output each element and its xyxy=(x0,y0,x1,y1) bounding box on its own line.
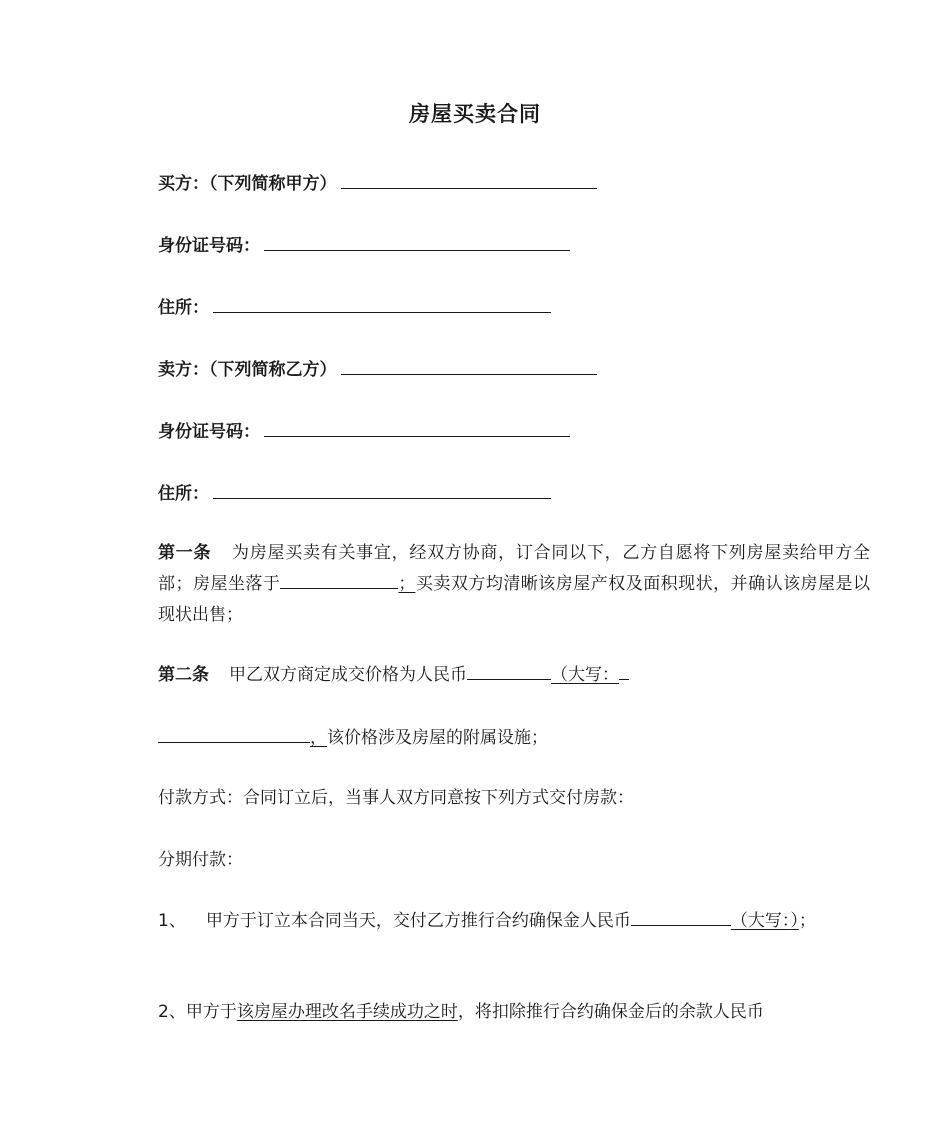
buyer-label: 买方：（下列简称甲方） xyxy=(158,174,337,194)
seller-id-line xyxy=(158,418,570,444)
item-2-underlined: 该房屋办理改名手续成功之时 xyxy=(236,1002,458,1022)
seller-id-label: 身份证号码： xyxy=(158,422,260,442)
price-blank xyxy=(467,661,551,680)
seller-address-blank xyxy=(213,480,551,499)
buyer-line xyxy=(158,170,597,196)
buyer-address-label: 住所： xyxy=(158,298,209,318)
item-1 xyxy=(120,906,870,937)
article-2 xyxy=(120,660,870,691)
buyer-address-line xyxy=(158,294,551,320)
buyer-id-blank xyxy=(264,232,570,251)
article-1-text-b: ； xyxy=(398,574,416,594)
item-1-text-c: ） xyxy=(790,911,799,931)
seller-id-blank xyxy=(264,418,570,437)
item-1-number: 1、 xyxy=(158,911,186,931)
deposit-amount-blank xyxy=(631,907,731,926)
article-1 xyxy=(120,538,870,631)
payment-method: 付款方式：合同订立后，当事人双方同意按下列方式交付房款： xyxy=(158,788,634,808)
buyer-id-line xyxy=(158,232,570,258)
buyer-id-label: 身份证号码： xyxy=(158,236,260,256)
article-2-text-c: ， xyxy=(310,728,327,748)
seller-address-line xyxy=(158,480,551,506)
item-1-text-a: 甲方于订立本合同当天，交付乙方推行合约确保金人民币 xyxy=(205,911,631,931)
price-words-blank xyxy=(158,724,310,743)
seller-name-blank xyxy=(341,356,597,375)
seller-line xyxy=(158,356,597,382)
item-2-prefix: 2、甲方于 xyxy=(158,1002,237,1022)
document-title: 房屋买卖合同 xyxy=(409,102,541,126)
article-2-text-b: （大写： xyxy=(551,665,619,685)
buyer-address-blank xyxy=(213,294,551,313)
item-1-text-d: ； xyxy=(798,911,816,931)
article-1-heading: 第一条 xyxy=(158,543,212,563)
price-words-blank-tail xyxy=(619,661,629,680)
property-location-blank xyxy=(280,570,398,589)
item-2 xyxy=(158,1000,764,1024)
article-2-text-d: 该价格涉及房屋的附属设施； xyxy=(327,728,548,748)
article-1-text-a: 为房屋买卖有关事宜，经双方协商，订合同以下，乙方自愿将下列房屋卖给甲方全部；房屋坐落于 xyxy=(158,543,871,594)
article-2-text-a: 甲乙双方商定成交价格为人民币 xyxy=(229,665,467,685)
item-1-text-b: （大写： xyxy=(730,911,791,931)
article-2-continued xyxy=(158,724,548,750)
buyer-name-blank xyxy=(341,170,597,189)
seller-label: 卖方：（下列简称乙方） xyxy=(158,360,337,380)
seller-address-label: 住所： xyxy=(158,484,209,504)
article-2-heading: 第二条 xyxy=(158,665,209,685)
item-2-suffix: ，将扣除推行合约确保金后的余款人民币 xyxy=(457,1002,764,1022)
installment-heading: 分期付款： xyxy=(158,850,243,870)
article-1-text-c: 买卖双方均清晰该房屋产权及面积现状，并确认该房屋是以现状出售； xyxy=(158,574,871,625)
